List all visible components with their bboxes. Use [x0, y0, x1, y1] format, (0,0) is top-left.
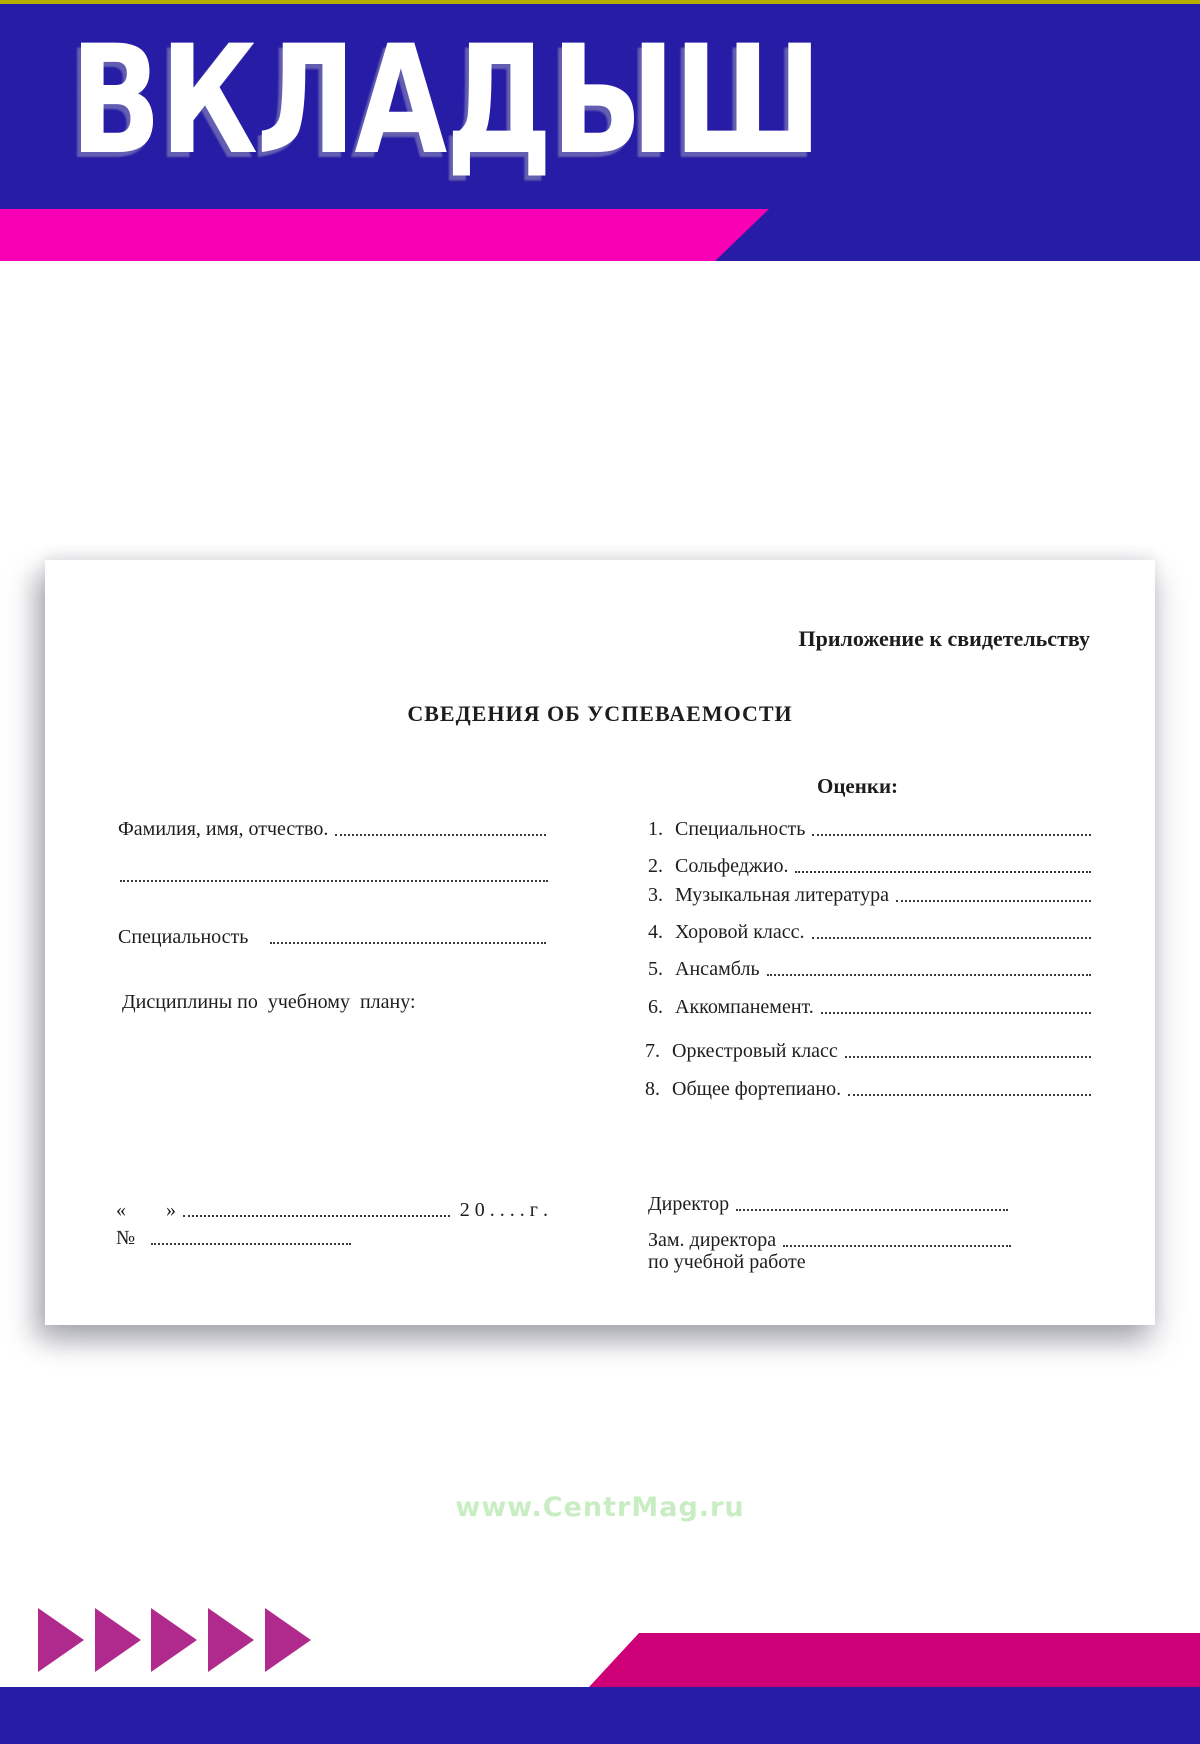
subject-label: Общее фортепиано. [672, 1078, 842, 1100]
deputy-director-row-line2 [648, 1251, 806, 1273]
dotted-line [845, 1056, 1091, 1058]
subject-row [648, 818, 1093, 840]
watermark-text: www.CentrMag.ru [455, 1492, 745, 1523]
dotted-line [812, 937, 1091, 939]
footer-magenta-band [589, 1633, 1200, 1687]
subject-number: 8. [645, 1078, 660, 1100]
dotted-line [183, 1215, 450, 1217]
dotted-line [767, 974, 1091, 976]
dotted-line [270, 942, 546, 944]
dotted-line [120, 880, 548, 882]
subject-row [648, 996, 1093, 1018]
corner-note: Приложение к свидетельству [798, 626, 1090, 651]
subject-label: Музыкальная литература [675, 884, 889, 906]
subject-label: Хоровой класс. [675, 921, 805, 943]
specialty-field-label: Специальность [118, 926, 249, 948]
subject-row [648, 958, 1093, 980]
document-title: СВЕДЕНИЯ ОБ УСПЕВАЕМОСТИ [407, 701, 793, 726]
year-label: 2 0 . . . . г . [459, 1199, 548, 1221]
document-card [45, 560, 1155, 1325]
subject-label: Аккомпанемент. [675, 996, 814, 1018]
subject-number: 4. [648, 921, 663, 943]
director-label: Директор [648, 1193, 730, 1215]
number-row [116, 1227, 376, 1249]
subject-number: 7. [645, 1040, 660, 1062]
subject-number: 1. [648, 818, 663, 840]
dotted-line [795, 871, 1091, 873]
disciplines-label: Дисциплины по учебному плану: [122, 991, 416, 1013]
subject-row [645, 1078, 1093, 1100]
dotted-line [848, 1094, 1091, 1096]
subject-number: 2. [648, 855, 663, 877]
dotted-line [812, 834, 1091, 836]
subject-row [648, 884, 1093, 906]
name-continuation-row [118, 868, 550, 886]
arrow-right-icon [265, 1608, 311, 1672]
subject-label: Ансамбль [675, 958, 760, 980]
dotted-line [151, 1243, 351, 1245]
close-quote: » [166, 1199, 176, 1221]
deputy-director-label: Зам. директора [648, 1229, 777, 1251]
dotted-line [736, 1209, 1008, 1211]
number-label: № [116, 1227, 136, 1249]
subject-label: Специальность [675, 818, 806, 840]
name-field-label: Фамилия, имя, отчество. [118, 818, 329, 840]
open-quote: « [116, 1199, 126, 1221]
subject-row [648, 921, 1093, 943]
arrow-right-icon [151, 1608, 197, 1672]
dotted-line [821, 1012, 1091, 1014]
arrow-right-icon [38, 1608, 84, 1672]
name-field-row [118, 818, 548, 840]
subject-label: Оркестровый класс [672, 1040, 838, 1062]
subject-row [648, 855, 1093, 877]
page-title: ВКЛАДЫШ [70, 14, 821, 188]
specialty-field-row [118, 926, 548, 948]
subject-number: 3. [648, 884, 663, 906]
header-magenta-stripe [0, 209, 769, 261]
subject-number: 5. [648, 958, 663, 980]
footer-blue-band [0, 1687, 1200, 1744]
arrow-right-icon [208, 1608, 254, 1672]
dotted-line [783, 1245, 1011, 1247]
grades-header: Оценки: [817, 774, 899, 798]
date-row [116, 1199, 548, 1221]
director-row [648, 1193, 1010, 1215]
dotted-line [335, 834, 546, 836]
disciplines-label-row [122, 991, 416, 1013]
subject-row [645, 1040, 1093, 1062]
arrow-right-icon [95, 1608, 141, 1672]
subject-label: Сольфеджио. [675, 855, 789, 877]
dotted-line [896, 900, 1091, 902]
deputy-director-row [648, 1229, 1013, 1251]
deputy-director-label-line2: по учебной работе [648, 1251, 806, 1273]
subject-number: 6. [648, 996, 663, 1018]
